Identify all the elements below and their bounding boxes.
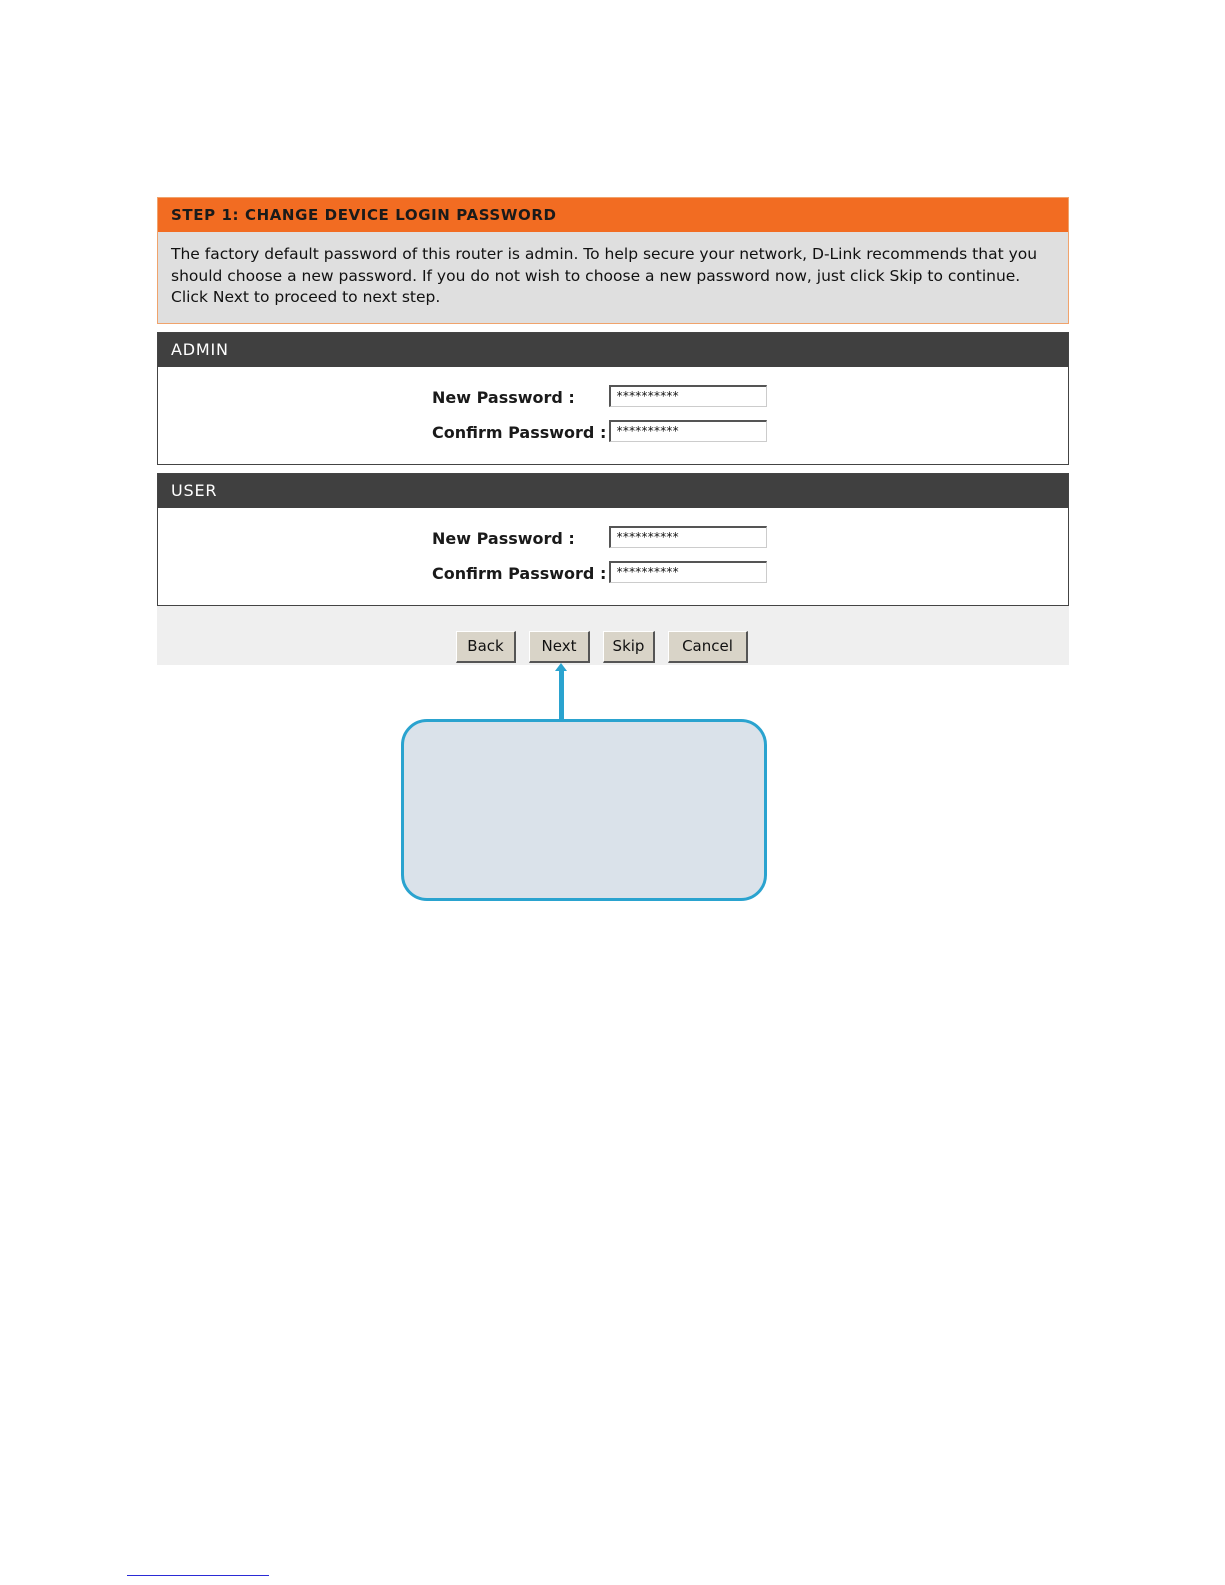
admin-confirm-password-row xyxy=(158,420,1068,446)
admin-section-title: ADMIN xyxy=(158,333,1068,367)
user-section xyxy=(157,473,1069,606)
button-bar xyxy=(157,606,1069,665)
cancel-button[interactable]: Cancel xyxy=(668,631,748,663)
user-new-password-label: New Password : xyxy=(432,528,575,548)
admin-new-password-row xyxy=(158,385,1068,411)
next-button[interactable]: Next xyxy=(529,631,590,663)
footnote-divider xyxy=(127,1575,269,1576)
user-section-title: USER xyxy=(158,474,1068,508)
callout-box xyxy=(401,719,767,901)
skip-button[interactable]: Skip xyxy=(603,631,655,663)
user-confirm-password-input[interactable]: ********** xyxy=(609,561,767,583)
user-confirm-password-label: Confirm Password : xyxy=(432,563,607,583)
user-section-body xyxy=(158,508,1068,605)
back-button[interactable]: Back xyxy=(456,631,516,663)
step-panel xyxy=(157,197,1069,324)
callout-pointer xyxy=(559,668,564,720)
step-title: STEP 1: CHANGE DEVICE LOGIN PASSWORD xyxy=(158,198,1068,232)
user-confirm-password-row xyxy=(158,561,1068,587)
user-new-password-row xyxy=(158,526,1068,552)
user-new-password-input[interactable]: ********** xyxy=(609,526,767,548)
admin-new-password-input[interactable]: ********** xyxy=(609,385,767,407)
admin-section-body xyxy=(158,367,1068,464)
admin-confirm-password-input[interactable]: ********** xyxy=(609,420,767,442)
admin-new-password-label: New Password : xyxy=(432,387,575,407)
admin-confirm-password-label: Confirm Password : xyxy=(432,422,607,442)
setup-wizard xyxy=(157,197,1069,665)
step-description: The factory default password of this router is admin. To help secure your network, D-Link recommends that you should choose a new password. If you do not wish to choose a new password now, just click Skip to continue. Click Next to proceed to next step. xyxy=(171,245,1038,306)
admin-section xyxy=(157,332,1069,465)
